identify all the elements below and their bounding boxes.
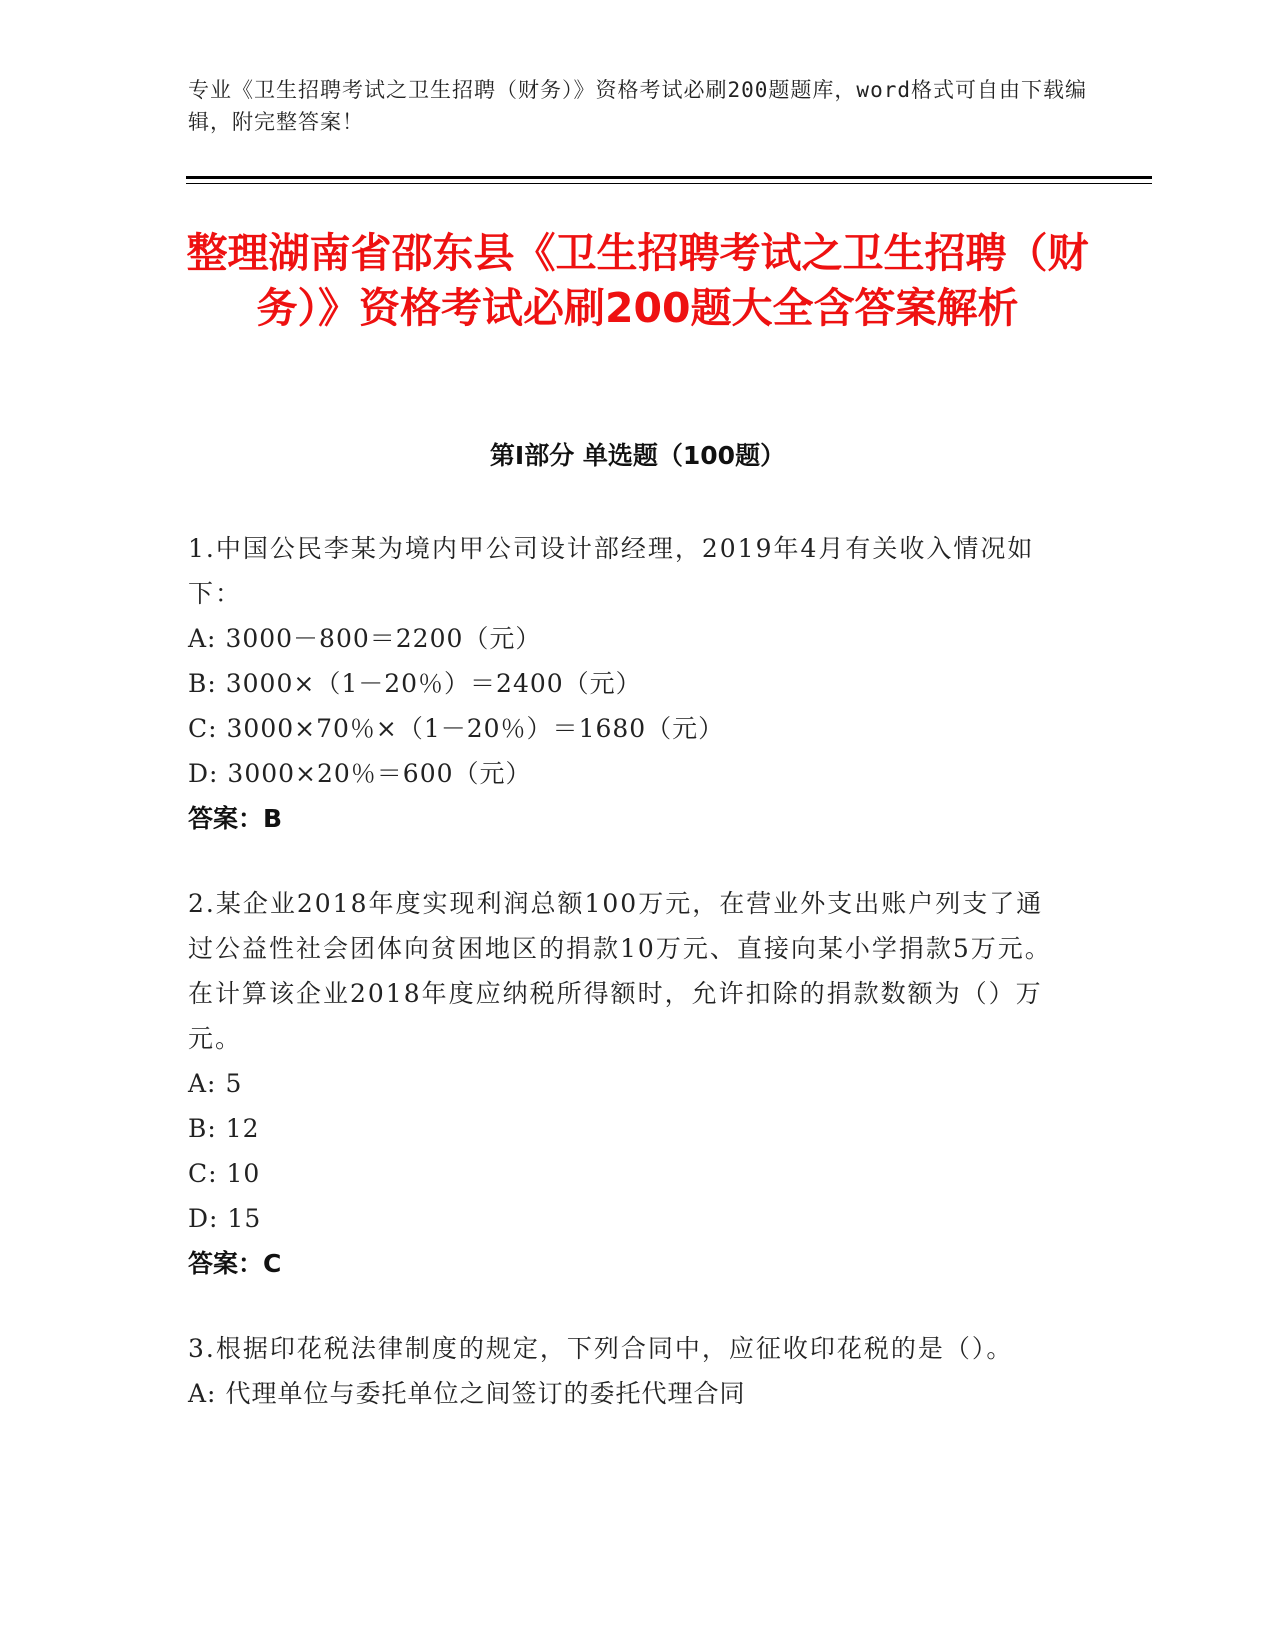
option-text: 5 [225,1069,243,1098]
document-title: 整理湖南省邵东县《卫生招聘考试之卫生招聘（财务）》资格考试必刷200题大全含答案解析 [186,229,1089,332]
question-1 [188,526,1068,841]
option-text: 10 [226,1159,261,1188]
option-text: 代理单位与委托单位之间签订的委托代理合同 [225,1379,746,1408]
option-c [188,1151,1068,1196]
question-stem: 1.中国公民李某为境内甲公司设计部经理，2019年4月有关收入情况如下： [188,534,1035,608]
option-letter: D: [188,759,219,788]
header-rule-thin [186,183,1152,184]
question-2 [188,881,1068,1286]
option-letter: C: [188,714,218,743]
header-rule-thick [186,176,1152,179]
question-stem: 2.某企业2018年度实现利润总额100万元，在营业外支出账户列支了通过公益性社会团体向贫困地区的捐款10万元、直接向某小学捐款5万元。在计算该企业2018年度应纳税所得额时，允许扣除的捐款数额为（）万元。 [188,889,1052,1053]
question-3 [188,1326,1068,1416]
question-stem: 3.根据印花税法律制度的规定，下列合同中，应征收印花税的是（）。 [188,1334,1014,1363]
option-letter: B: [188,1114,217,1143]
option-letter: A: [188,624,217,653]
section-title: 第Ⅰ部分 单选题（100题） [489,441,786,470]
option-text: 3000×70％×（1－20％）＝1680（元） [226,714,725,743]
option-a [188,1371,1068,1416]
option-letter: D: [188,1204,219,1233]
option-c [188,706,1068,751]
option-text: 3000－800＝2200（元） [225,624,542,653]
option-letter: A: [188,1379,217,1408]
option-a [188,616,1068,661]
option-letter: B: [188,669,217,698]
question-list [188,526,1068,1456]
answer: 答案：B [188,804,283,833]
answer: 答案：C [188,1249,282,1278]
option-text: 12 [225,1114,260,1143]
option-letter: A: [188,1069,217,1098]
option-text: 3000×20％＝600（元） [227,759,532,788]
option-b [188,1106,1068,1151]
option-d [188,1196,1068,1241]
header-note: 专业《卫生招聘考试之卫生招聘（财务）》资格考试必刷200题题库，word格式可自由下载编辑，附完整答案！ [188,78,1087,134]
option-letter: C: [188,1159,218,1188]
option-d [188,751,1068,796]
option-b [188,661,1068,706]
option-text: 3000×（1－20％）＝2400（元） [225,669,642,698]
option-text: 15 [227,1204,262,1233]
option-a [188,1061,1068,1106]
